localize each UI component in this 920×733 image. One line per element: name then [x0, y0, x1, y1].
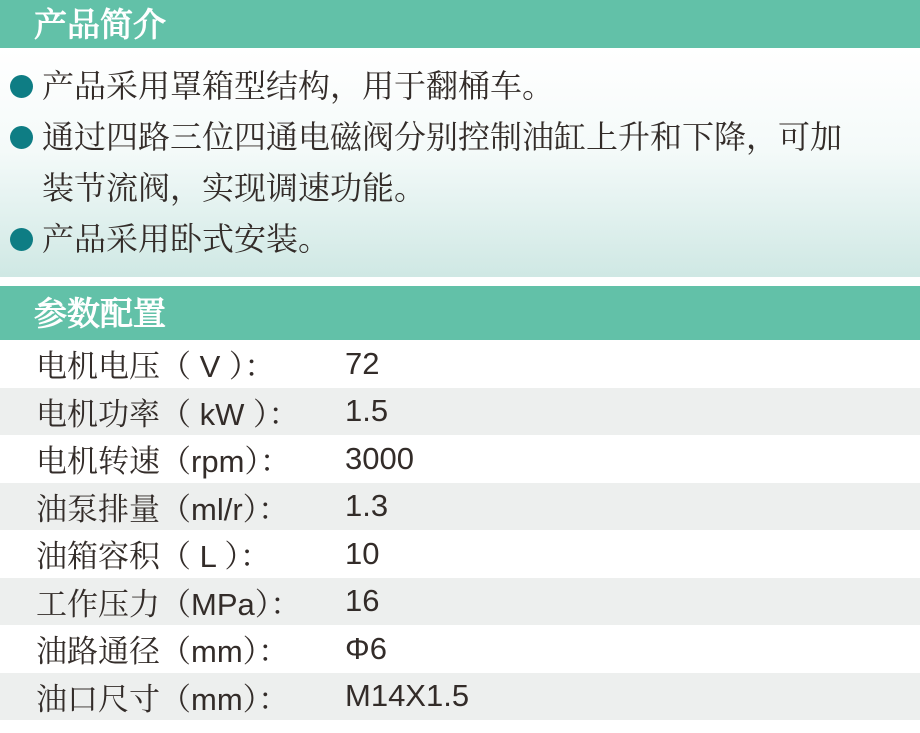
param-value: M14X1.5 — [345, 678, 470, 714]
table-row — [0, 483, 920, 531]
table-row — [0, 625, 920, 673]
bullet-dot-icon — [10, 75, 33, 98]
intro-bullet-item — [0, 112, 920, 163]
intro-bullet-item — [0, 214, 920, 265]
param-value: Φ6 — [345, 630, 387, 666]
table-row — [0, 388, 920, 436]
table-row — [0, 530, 920, 578]
intro-section-header — [0, 0, 920, 48]
param-label: 油口尺寸（mm）： — [36, 681, 290, 717]
param-value: 72 — [345, 345, 380, 381]
param-value: 10 — [345, 535, 380, 571]
param-label: 电机功率（ kW ）： — [36, 396, 300, 432]
table-row — [0, 578, 920, 626]
param-label: 油箱容积（ L ）： — [36, 539, 271, 575]
param-value: 16 — [345, 583, 380, 619]
params-section-title: 参数配置 — [34, 294, 166, 332]
table-row — [0, 673, 920, 721]
intro-section-title: 产品简介 — [34, 5, 166, 43]
param-value: 3000 — [345, 440, 414, 476]
intro-bullet-continuation — [0, 163, 920, 214]
param-value: 1.5 — [345, 393, 389, 429]
intro-bullet-text: 通过四路三位四通电磁阀分别控制油缸上升和下降，可加 — [42, 119, 843, 155]
params-table — [0, 340, 920, 720]
param-label: 工作压力（MPa）： — [36, 586, 302, 622]
bullet-dot-icon — [10, 126, 33, 149]
params-section-header — [0, 286, 920, 340]
bullet-dot-icon — [10, 228, 33, 251]
intro-bullet-text: 装节流阀，实现调速功能。 — [42, 170, 427, 206]
table-row — [0, 435, 920, 483]
param-label: 油路通径（mm）： — [36, 634, 290, 670]
intro-bullet-text: 产品采用卧式安装。 — [42, 221, 331, 257]
param-label: 电机电压（ V ）： — [36, 349, 276, 385]
intro-bullet-item — [0, 61, 920, 112]
intro-bullet-text: 产品采用罩箱型结构，用于翻桶车。 — [42, 68, 555, 104]
section-divider — [0, 277, 920, 286]
intro-section — [0, 48, 920, 277]
param-label: 油泵排量（ml/r）： — [36, 491, 290, 527]
param-label: 电机转速（rpm）： — [36, 444, 291, 480]
param-value: 1.3 — [345, 488, 389, 524]
table-row — [0, 340, 920, 388]
